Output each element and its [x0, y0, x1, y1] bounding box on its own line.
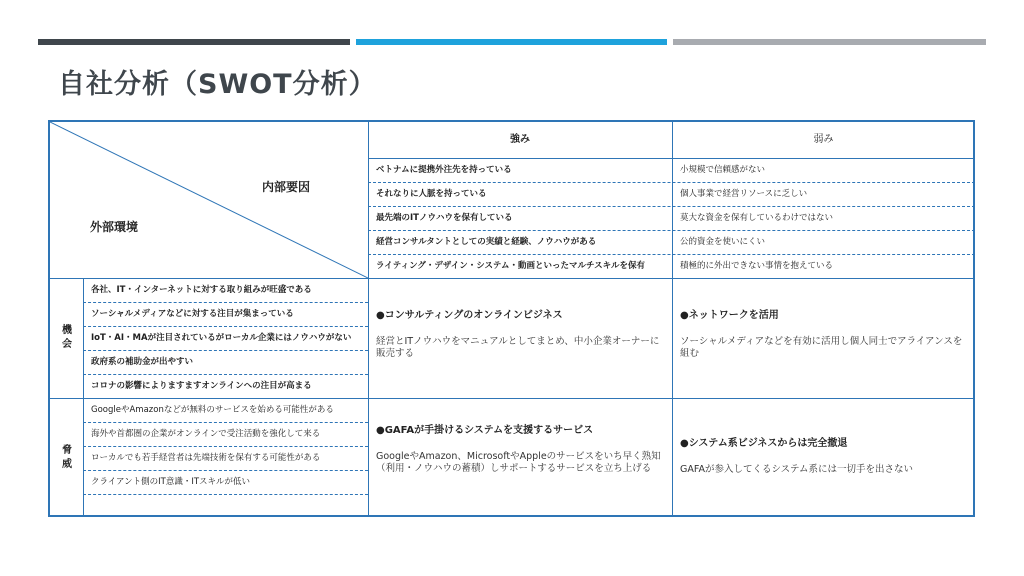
external-environment-label: 外部環境 [90, 220, 139, 234]
opportunity-item: IoT・AI・MAが注目されているがローカル企業にはノウハウがない [91, 333, 352, 343]
strength-item: それなりに人脈を持っている [376, 189, 487, 199]
threat-item: GoogleやAmazonなどが無料のサービスを始める可能性がある [91, 405, 334, 415]
st-strategy-title: ●GAFAが手掛けるシステムを支援するサービス [376, 425, 594, 436]
weakness-item: 積極的に外出できない事情を抱えている [680, 261, 834, 271]
threats-label: 脅威 [62, 445, 72, 470]
corner-diagonal [50, 122, 368, 278]
threat-item: 海外や首都圏の企業がオンラインで受注活動を強化して来る [91, 429, 321, 439]
strength-item: 最先端のITノウハウを保有している [376, 213, 513, 223]
st-strategy [376, 425, 666, 475]
weaknesses-header: 弱み [813, 134, 834, 145]
opportunity-item: 各社、IT・インターネットに対する取り組みが旺盛である [91, 285, 312, 295]
header-bar-dark [38, 39, 350, 45]
page-title: 自社分析（SWOT分析） [58, 69, 377, 100]
so-strategy-title: ●コンサルティングのオンラインビジネス [376, 310, 563, 321]
header-bar-blue [356, 39, 667, 45]
swot-table [48, 120, 975, 517]
threat-item: ローカルでも若手経営者は先端技術を保有する可能性がある [91, 453, 321, 463]
strength-item: ライティング・デザイン・システム・動画といったマルチスキルを保有 [376, 261, 646, 271]
weakness-item: 小規模で信頼感がない [680, 165, 766, 175]
so-strategy-body: 経営とITノウハウをマニュアルとしてまとめ、中小企業オーナーに販売する [376, 336, 660, 359]
opportunity-item: 政府系の補助金が出やすい [91, 357, 194, 367]
wt-strategy-body: GAFAが参入してくるシステム系には一切手を出さない [680, 464, 914, 475]
weakness-item: 莫大な資金を保有しているわけではない [680, 213, 834, 223]
so-strategy [376, 310, 666, 360]
weakness-item: 公的資金を使いにくい [680, 237, 766, 247]
opportunity-item: ソーシャルメディアなどに対する注目が集まっている [91, 309, 294, 319]
wt-strategy [680, 438, 966, 476]
wt-strategy-title: ●システム系ビジネスからは完全撤退 [680, 438, 848, 449]
strengths-header: 強み [510, 134, 530, 145]
opportunity-item: コロナの影響によりますますオンラインへの注目が高まる [91, 381, 312, 391]
weakness-item: 個人事業で経営リソースに乏しい [680, 189, 808, 199]
wo-strategy-title: ●ネットワークを活用 [680, 310, 779, 321]
wo-strategy-body: ソーシャルメディアなどを有効に活用し個人同士でアライアンスを組む [680, 336, 963, 359]
internal-factors-label: 内部要因 [262, 180, 311, 194]
opportunities-label: 機会 [62, 325, 72, 350]
strength-item: ベトナムに提携外注先を持っている [376, 165, 512, 175]
threat-item: クライアント側のIT意識・ITスキルが低い [91, 477, 250, 487]
st-strategy-body: GoogleやAmazon、MicrosoftやAppleのサービスをいち早く熟知（利用・ノウハウの蓄積）しサポートするサービスを立ち上げる [376, 451, 661, 474]
header-bar-grey [673, 39, 986, 45]
wo-strategy [680, 310, 966, 360]
strength-item: 経営コンサルタントとしての実績と経験、ノウハウがある [376, 237, 597, 247]
